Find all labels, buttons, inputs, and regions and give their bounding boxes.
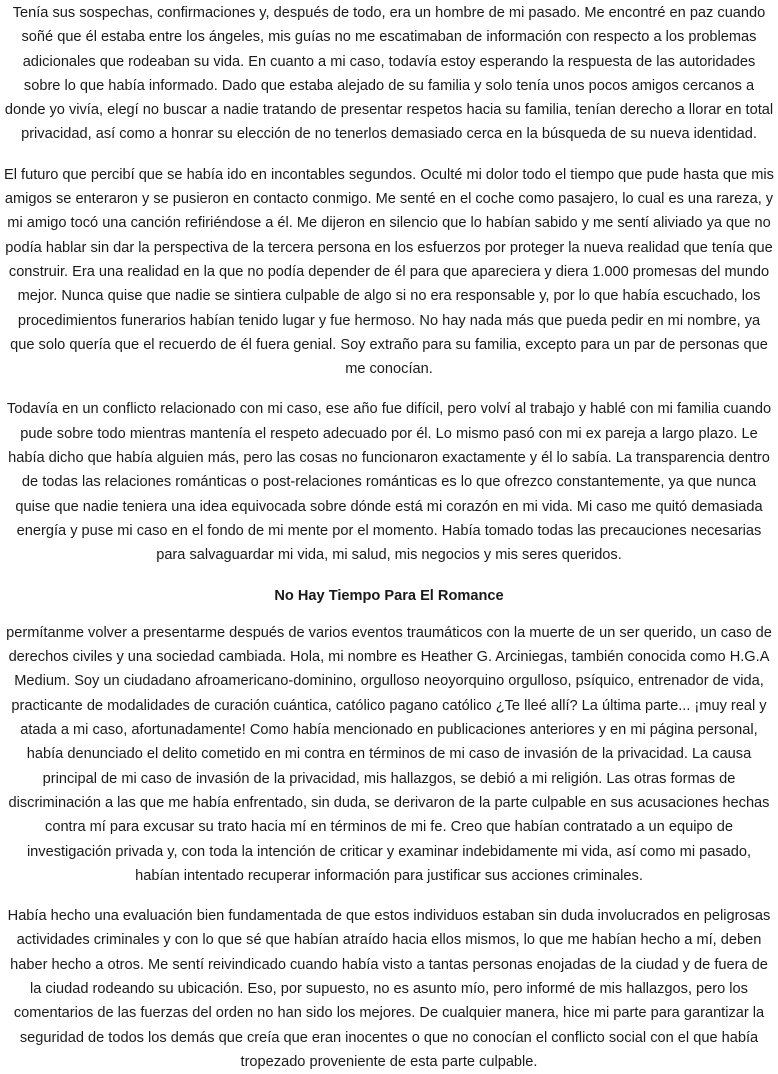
paragraph-2: El futuro que percibí que se había ido en incontables segundos. Oculté mi dolor todo el tiempo que pude hasta que mis amigos se enteraron y se pusieron en contacto conmigo. Me senté en el coche como pasajero, lo cual es una rareza, y mi amigo tocó una canción refiriéndose a él. Me dijeron en silencio que lo habían sabido y me sentí aliviado ya que no podía hablar sin dar la perspectiva de la tercera persona en los esfuerzos por proteger la nueva realidad que tenía que construir. Era una realidad en la que no podía depender de él para que apareciera y diera 1.000 promesas del mundo mejor. Nunca quise que nadie se sintiera culpable de algo si no era responsable y, por lo que había escuchado, los procedimientos funerarios habían tenido lugar y fue hermoso. No hay nada más que pueda pedir en mi nombre, ya que solo quería que el recuerdo de él fuera genial. Soy extraño para su familia, excepto para un par de personas que me conocían.: [4, 166, 774, 378]
paragraph-3: Todavía en un conflicto relacionado con mi caso, ese año fue difícil, pero volví al trabajo y hablé con mi familia cuando pude sobre todo mientras mantenía el respeto adecuado por él. Lo mismo pasó con mi ex pareja a largo plazo. Le había dicho que había alguien más, pero las cosas no funcionaron exactamente y él lo sabía. La transparencia dentro de todas las relaciones románticas o post-relaciones románticas es lo que ofrezco constantemente, ya que nunca quise que nadie teniera una idea equivocada sobre dónde está mi corazón en mi vida. Mi caso me quitó demasiada energía y puse mi caso en el fondo de mi mente por el momento. Había tomado todas las precauciones necesarias para salvaguardar mi vida, mi salud, mis negocios y mis seres queridos.: [6, 401, 772, 564]
section-heading: No Hay Tiempo Para El Romance: [274, 587, 504, 604]
paragraph-1: Tenía sus sospechas, confirmaciones y, después de todo, era un hombre de mi pasado. Me encontré en paz cuando soñé que él estaba entre los ángeles, mis guías no me escatimaban de información con respecto a los problemas adicionales que rodeaban su vida. En cuanto a mi caso, todavía estoy esperando la respuesta de las autoridades sobre lo que había informado. Dado que estaba alejado de su familia y solo tenía unos pocos amigos cercanos a donde yo vivía, elegí no buscar a nadie tratando de presentar respetos hacia su familia, tenían derecho a llorar en total privacidad, así como a honrar su elección de no tenerlos demasiado cerca en la búsqueda de su nueva identidad.: [4, 5, 774, 143]
paragraph-5: Había hecho una evaluación bien fundamentada de que estos individuos estaban sin duda involucrados en peligrosas actividades criminales y con lo que sé que habían atraído hacia ellos mismos, lo que me habían hecho a mí, deben haber hecho a otros. Me sentí reivindicado cuando había visto a tantas personas enojadas de la ciudad y de fuera de la ciudad rodeando su ubicación. Eso, por supuesto, no es asunto mío, pero informé de mis hallazgos, pero los comentarios de las fuerzas del orden no han sido los mejores. De cualquier manera, hice mi parte para garantizar la seguridad de todos los demás que creía que eran inocentes o que no conocían el conflicto social con el que había tropezado proveniente de esta parte culpable.: [7, 908, 771, 1070]
paragraph-4: permítanme volver a presentarme después de varios eventos traumáticos con la muerte de un ser querido, un caso de derechos civiles y una sociedad cambiada. Hola, mi nombre es Heather G. Arciniegas, también conocida como H.G.A Medium. Soy un ciudadano afroamericano-dominino, orgulloso neoyorquino orgulloso, psíquico, entrenador de vida, practicante de modalidades de curación cuántica, católico pagano católico ¿Te lleé allí? La última parte... ¡muy real y atada a mi caso, afortunadamente! Como había mencionado en publicaciones anteriores y en mi página personal, había denunciado el delito cometido en mi contra en términos de mi caso de invasión de la privacidad. La causa principal de mi caso de invasión de la privacidad, mis hallazgos, se debió a mi religión. Las otras formas de discriminación a las que me había enfrentado, sin duda, se derivaron de la parte culpable en sus acusaciones hechas contra mí para excusar su trato hacia mí en términos de mi fe. Creo que habían contratado a un equipo de investigación privada y, con toda la intención de criticar y examinar indebidamente mi vida, así como mi pasado, habían intentado recuperar información para justificar sus acciones criminales.: [6, 624, 772, 884]
